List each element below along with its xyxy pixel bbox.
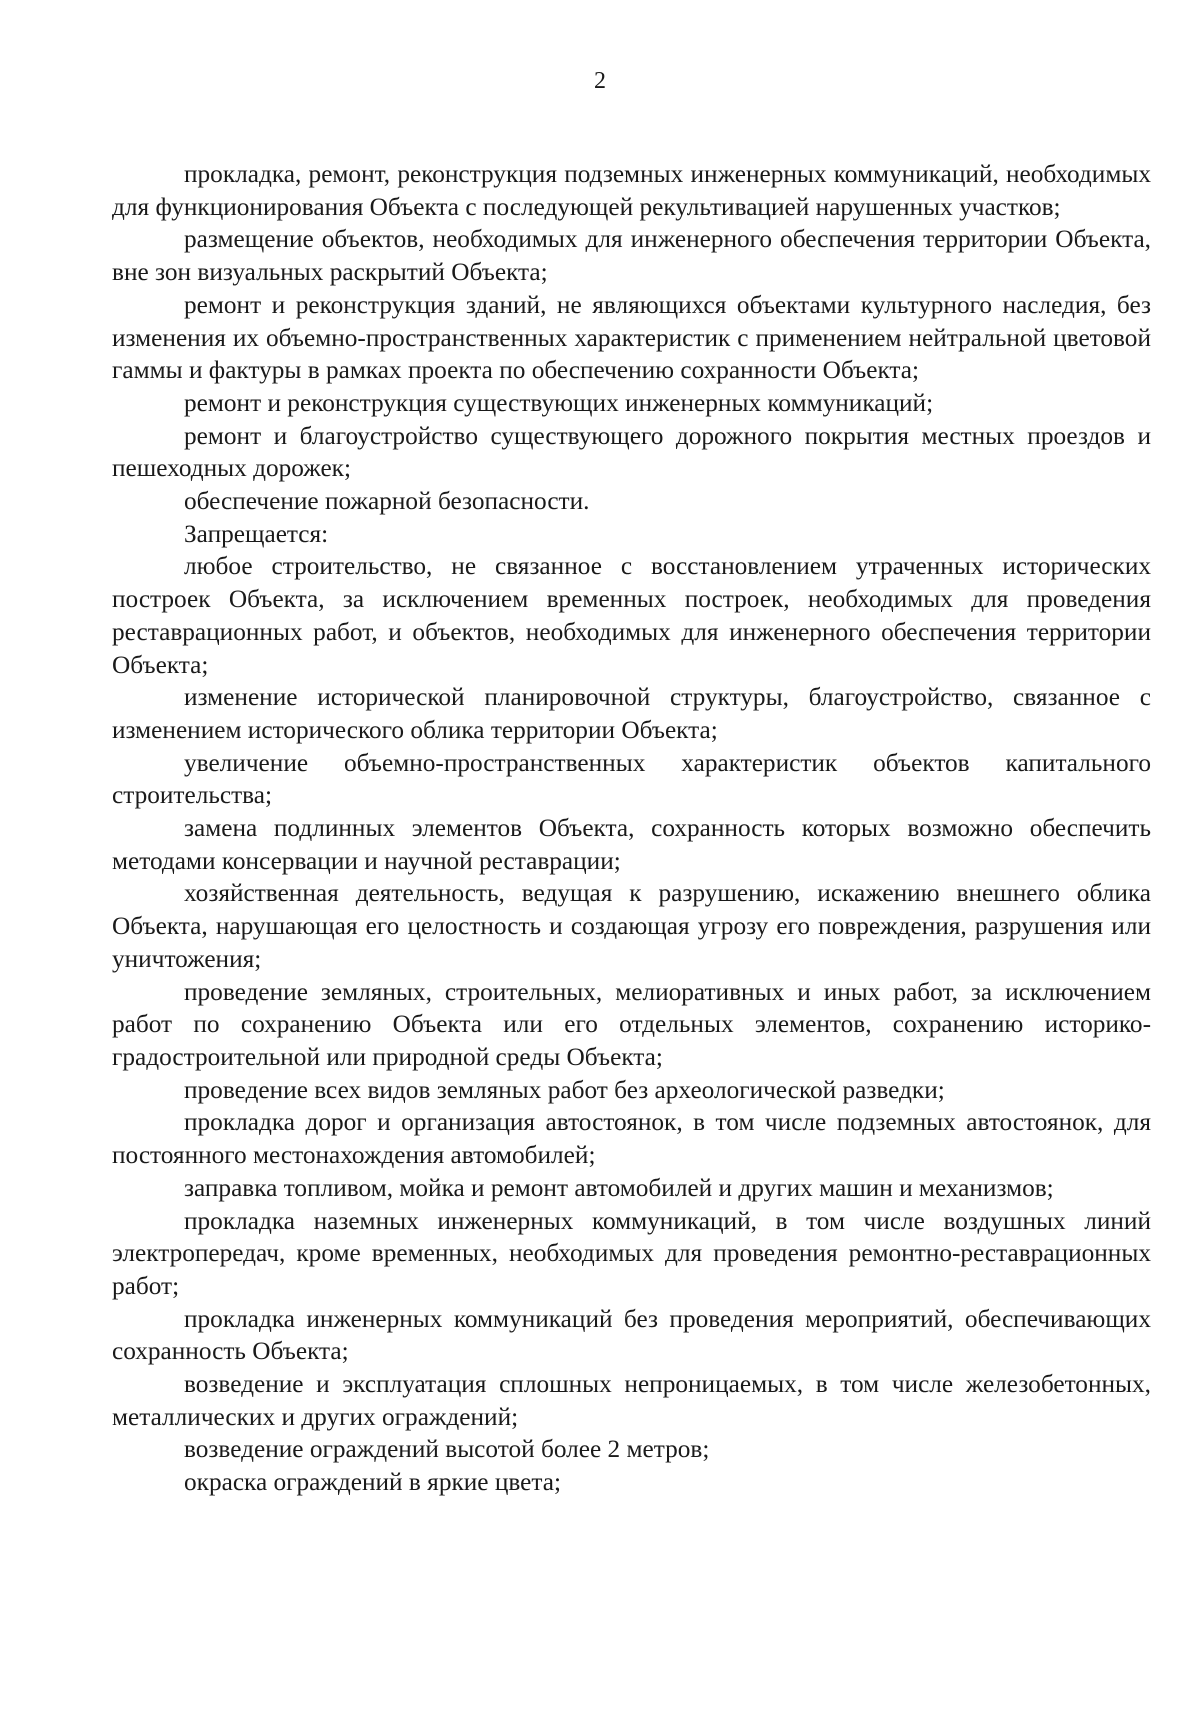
paragraph: заправка топливом, мойка и ремонт автомобилей и других машин и механизмов; (184, 1173, 1054, 1202)
paragraph: проведение земляных, строительных, мелиоративных и иных работ, за исключением работ по сохранению Объекта или его отдельных элементов, сохранению историко-градостроительной или природной среды Объекта; (112, 977, 1151, 1071)
paragraph: возведение ограждений высотой более 2 метров; (184, 1435, 710, 1464)
page-number: 2 (594, 68, 606, 94)
paragraph: увеличение объемно-пространственных характеристик объектов капитального строительства; (112, 748, 1151, 810)
paragraph: проведение всех видов земляных работ без археологической разведки; (184, 1075, 945, 1104)
paragraph: прокладка дорог и организация автостоянок, в том числе подземных автостоянок, для постоянного местонахождения автомобилей; (112, 1108, 1151, 1170)
section-heading: Запрещается: (184, 519, 329, 548)
paragraph: окраска ограждений в яркие цвета; (184, 1468, 562, 1497)
paragraph: изменение исторической планировочной структуры, благоустройство, связанное с изменением исторического облика территории Объекта; (112, 683, 1151, 744)
paragraph: хозяйственная деятельность, ведущая к разрушению, искажению внешнего облика Объекта, нарушающая его целостность и создающая угрозу его повреждения, разрушения или уничтожения; (112, 879, 1151, 973)
paragraph: замена подлинных элементов Объекта, сохранность которых возможно обеспечить методами консервации и научной реставрации; (112, 814, 1151, 875)
paragraph: ремонт и реконструкция зданий, не являющихся объектами культурного наследия, без изменения их объемно-пространственных характеристик с применением нейтральной цветовой гаммы и фактуры в рамках проекта по обеспечению сохранности Объекта; (112, 290, 1151, 385)
paragraph: прокладка наземных инженерных коммуникаций, в том числе воздушных линий электропередач, кроме временных, необходимых для проведения ремонтно-реставрационных работ; (112, 1206, 1151, 1300)
paragraph: прокладка инженерных коммуникаций без проведения мероприятий, обеспечивающих сохранность Объекта; (112, 1304, 1151, 1366)
paragraph: прокладка, ремонт, реконструкция подземных инженерных коммуникаций, необходимых для функционирования Объекта с последующей рекультивацией нарушенных участков; (112, 160, 1151, 221)
paragraph: ремонт и благоустройство существующего дорожного покрытия местных проездов и пешеходных дорожек; (112, 421, 1151, 483)
paragraph: обеспечение пожарной безопасности. (184, 487, 590, 516)
paragraph: размещение объектов, необходимых для инженерного обеспечения территории Объекта, вне зон визуальных раскрытий Объекта; (112, 225, 1151, 287)
paragraph: возведение и эксплуатация сплошных непроницаемых, в том числе железобетонных, металлических и других ограждений; (112, 1370, 1151, 1431)
paragraph: ремонт и реконструкция существующих инженерных коммуникаций; (184, 388, 934, 417)
document-body (112, 158, 1151, 1499)
paragraph: любое строительство, не связанное с восстановлением утраченных исторических построек Объекта, за исключением временных построек, необходимых для проведения реставрационных работ, и объектов, необходимых для инженерного обеспечения территории Объекта; (112, 552, 1151, 679)
